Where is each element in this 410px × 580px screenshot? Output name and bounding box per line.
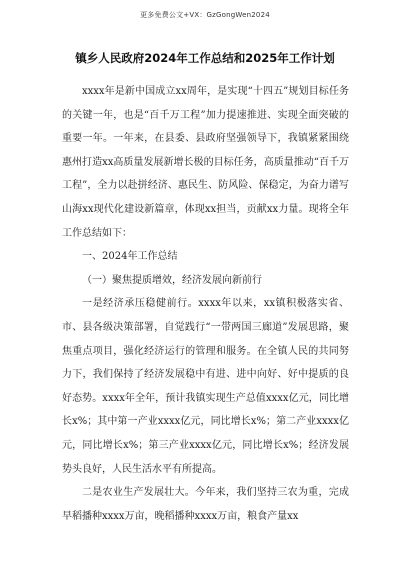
header-note: 更多免费公文+VX：GzGongWen2024 [140, 11, 270, 19]
subsection-heading: （一）聚焦提质增效，经济发展向新前行 [82, 274, 262, 286]
document-body [62, 80, 349, 528]
document-title: 镇乡人民政府2024年工作总结和2025年工作计划 [75, 51, 335, 65]
section-heading: 一、2024年工作总结 [82, 251, 178, 263]
paragraph-economy: 一是经济承压稳健前行。xxxx年以来，xx镇积极落实省、市、县各级决策部署，自觉践行“一带两国三廊道”发展思路，聚焦重点项目，强化经济运行的管理和服务。在全镇人民的共同努力下，我们保持了经济发展稳中有进、进中向好、好中提质的良好态势。xxxx年全年，预计我镇实现生产总值xxxx亿元，同比增长x%；其中第一产业xxxx亿元，同比增长x%；第二产业xxxx亿元，同比增长x%；第三产业xxxx亿元，同比增长x%；经济发展势头良好，人民生活水平有所提高。 [62, 298, 349, 475]
paragraph-agriculture: 二是农业生产发展壮大。今年来，我们坚持三农为重，完成早稻播种xxxx万亩，晚稻播种xxxx万亩，粮食产量xx [62, 487, 349, 522]
intro-paragraph: xxxx年是新中国成立xx周年，是实现“十四五”规划目标任务的关键一年，也是“百千万工程”加力提速推进、实现全面突破的重要一年。一年来，在县委、县政府坚强领导下，我镇紧紧围绕惠州打造xx高质量发展新增长极的目标任务，高质量推动“百千万工程”，全力以赴拼经济、惠民生、防风险、保稳定，为奋力谱写山海xx现代化建设新篇章，体现xx担当，贡献xx力量。现将全年工作总结如下： [62, 86, 349, 239]
